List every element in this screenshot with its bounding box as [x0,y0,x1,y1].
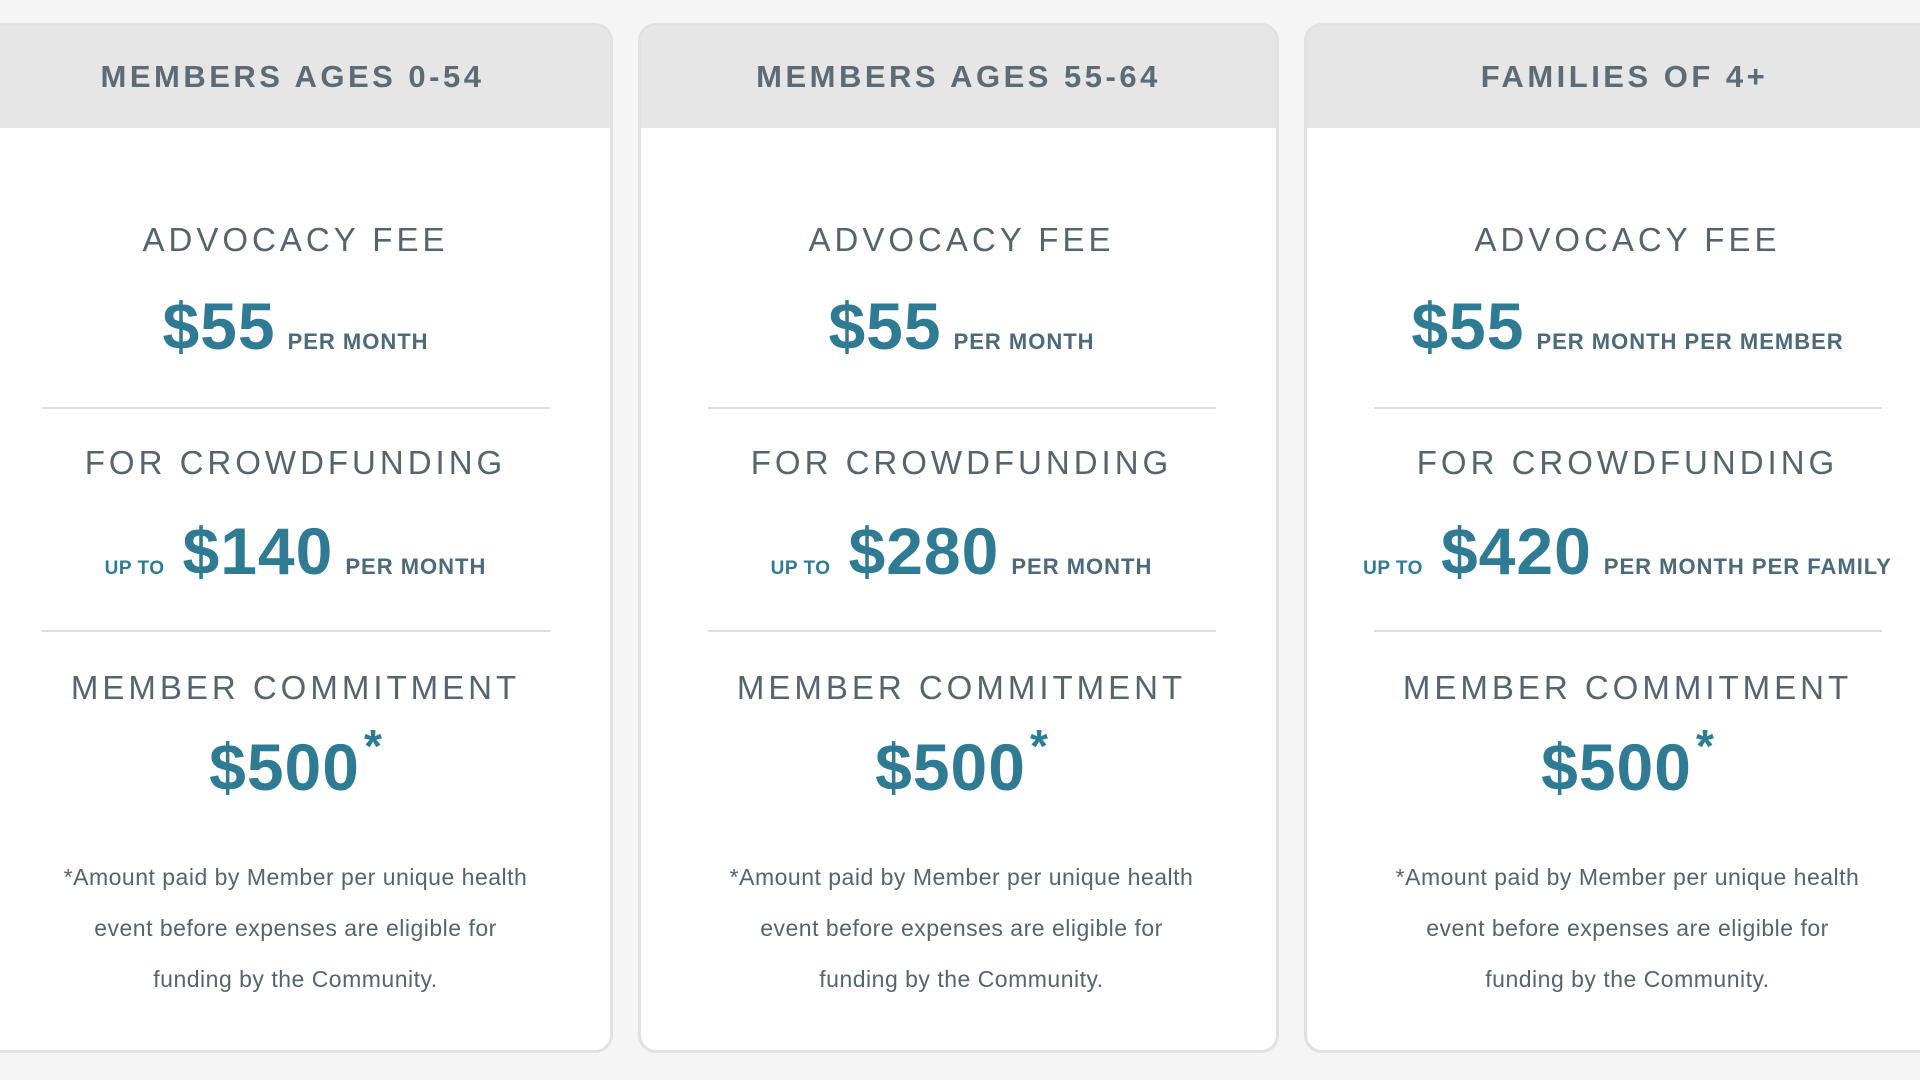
divider [708,630,1216,632]
divider [1374,407,1882,409]
crowdfunding-title [641,444,1279,482]
advocacy-fee-amount: $55 [162,289,276,363]
commitment-amount: $500 [209,730,360,804]
advocacy-fee-price [0,288,613,364]
footnote [0,852,613,1005]
commitment-price [1307,720,1920,805]
advocacy-fee-label: ADVOCACY FEE [808,221,1115,258]
divider [708,407,1216,409]
advocacy-fee-unit: PER MONTH [953,329,1095,354]
divider [42,407,550,409]
footnote [641,852,1279,1005]
pricing-card-ages-55-64 [638,23,1279,1053]
crowdfunding-amount: $420 [1440,514,1592,588]
divider [42,630,550,632]
card-header: FAMILIES OF 4+ [1307,26,1920,128]
footnote-marker: * [1695,720,1714,772]
footnote-line: funding by the Community. [1485,966,1770,992]
footnote-line: event before expenses are eligible for [760,915,1163,941]
pricing-card-families [1304,23,1920,1053]
commitment-title [0,669,613,707]
advocacy-fee-title [641,221,1279,259]
crowdfunding-label: FOR CROWDFUNDING [750,444,1173,481]
crowdfunding-amount: $280 [848,514,1000,588]
advocacy-fee-unit: PER MONTH [287,329,429,354]
crowdfunding-unit: PER MONTH PER FAMILY [1603,554,1892,579]
advocacy-fee-price [641,288,1279,364]
commitment-label: MEMBER COMMITMENT [1402,669,1853,706]
commitment-title [1307,669,1920,707]
footnote-line: *Amount paid by Member per unique health [1395,864,1860,890]
footnote-marker: * [363,720,382,772]
advocacy-fee-label: ADVOCACY FEE [1474,221,1781,258]
advocacy-fee-title [0,221,613,259]
advocacy-fee-title [1307,221,1920,259]
commitment-label: MEMBER COMMITMENT [736,669,1187,706]
advocacy-fee-price [1307,288,1920,364]
pricing-card-ages-0-54 [0,23,613,1053]
footnote-line: *Amount paid by Member per unique health [729,864,1194,890]
crowdfunding-prefix: UP TO [1363,558,1423,579]
crowdfunding-label: FOR CROWDFUNDING [84,444,507,481]
commitment-price [0,720,613,805]
crowdfunding-prefix: UP TO [770,558,831,579]
commitment-title [641,669,1279,707]
crowdfunding-price [0,513,613,589]
advocacy-fee-amount: $55 [828,289,942,363]
card-header: MEMBERS AGES 0-54 [0,26,610,128]
card-header: MEMBERS AGES 55-64 [641,26,1276,128]
advocacy-fee-amount: $55 [1411,289,1525,363]
crowdfunding-price [641,513,1279,589]
footnote-line: event before expenses are eligible for [1426,915,1829,941]
footnote-line: funding by the Community. [153,966,438,992]
crowdfunding-title [1307,444,1920,482]
commitment-amount: $500 [875,730,1026,804]
advocacy-fee-label: ADVOCACY FEE [142,221,449,258]
footnote-line: funding by the Community. [819,966,1104,992]
crowdfunding-title [0,444,613,482]
footnote-line: *Amount paid by Member per unique health [63,864,528,890]
advocacy-fee-unit: PER MONTH PER MEMBER [1536,329,1844,354]
footnote-line: event before expenses are eligible for [94,915,497,941]
crowdfunding-amount: $140 [182,514,334,588]
crowdfunding-unit: PER MONTH [1011,554,1153,579]
divider [1374,630,1882,632]
commitment-price [641,720,1279,805]
crowdfunding-unit: PER MONTH [345,554,487,579]
footnote [1307,852,1920,1005]
crowdfunding-label: FOR CROWDFUNDING [1416,444,1839,481]
crowdfunding-price [1307,513,1920,589]
crowdfunding-prefix: UP TO [104,558,165,579]
footnote-marker: * [1029,720,1048,772]
commitment-amount: $500 [1541,730,1692,804]
commitment-label: MEMBER COMMITMENT [70,669,521,706]
